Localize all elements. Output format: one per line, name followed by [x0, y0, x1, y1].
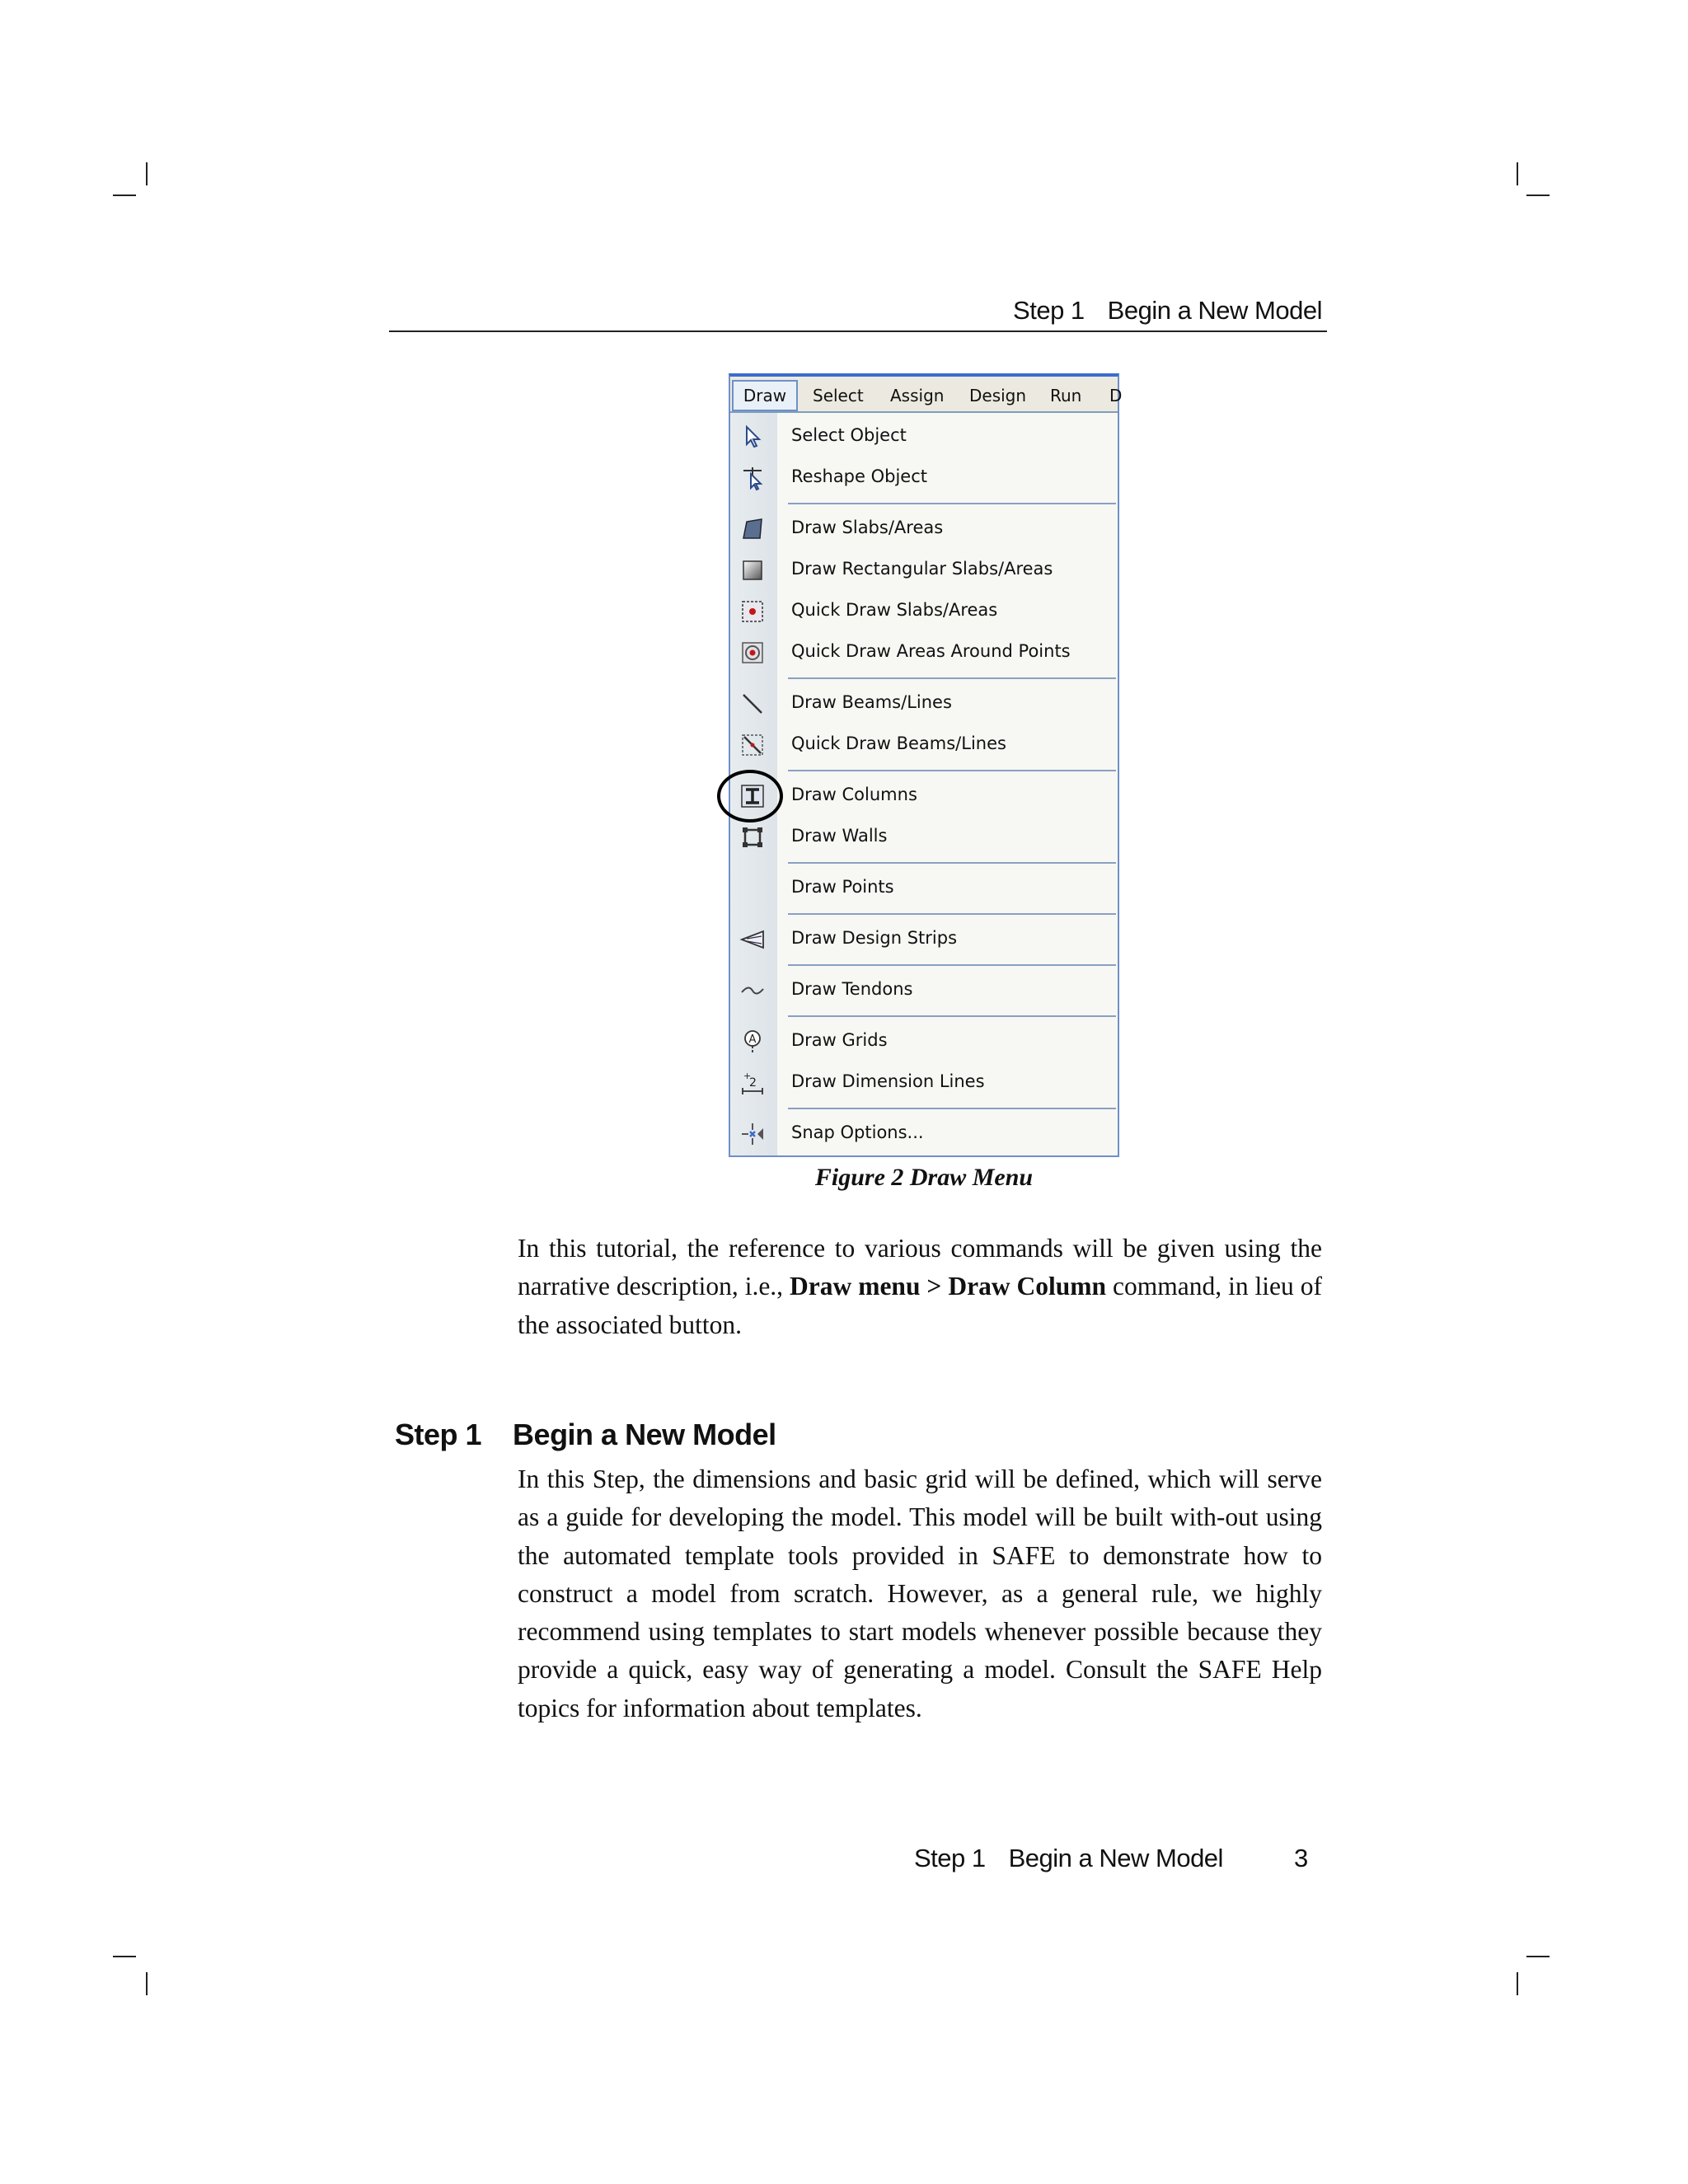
menu-assign[interactable]: Assign [890, 386, 945, 405]
menu-item-quick-draw-beams-lines[interactable]: Quick Draw Beams/Lines [730, 724, 1118, 765]
intro-paragraph: In this tutorial, the reference to various commands will be given using the narrative description, i.e., Draw menu > Draw Column command, in lieu of the associated button. [518, 1234, 1322, 1339]
crop-mark [113, 1956, 136, 1957]
section-heading [395, 1418, 776, 1452]
crop-mark [1517, 162, 1518, 185]
menu-separator [788, 1015, 1116, 1017]
menu-item-quick-draw-areas-around-points[interactable]: Quick Draw Areas Around Points [730, 631, 1118, 673]
footer-title: Begin a New Model [1008, 1844, 1223, 1872]
menu-separator [788, 677, 1116, 679]
menu-item-draw-rectangular-slabs[interactable]: Draw Rectangular Slabs/Areas [730, 549, 1118, 590]
snap-icon [740, 1122, 765, 1146]
design-strip-icon [740, 927, 765, 952]
menu-separator [788, 770, 1116, 771]
running-header [389, 293, 1327, 332]
menu-item-draw-columns[interactable]: Draw Columns [730, 775, 1118, 816]
section-body: In this Step, the dimensions and basic grid will be defined, which will serve as a guide for developing the model. This model will be built with-out using the automated template tools provided in SAFE to demonstrate how to construct a model from scratch. However, as a general rule, we highly recommend using templates to start models whenever possible because they provide a quick, easy way of generating a model. Consult the SAFE Help topics for information about templates. [518, 1465, 1322, 1722]
slab-polygon-icon [740, 517, 765, 541]
menu-separator [788, 1108, 1116, 1109]
section-step: Step 1 [395, 1418, 482, 1451]
svg-text:+: + [743, 1071, 752, 1081]
tendon-icon [740, 978, 765, 1003]
figure-caption: Figure 2 Draw Menu [814, 1164, 1034, 1191]
page-number: 3 [1294, 1844, 1308, 1872]
running-header-title: Begin a New Model [1107, 296, 1322, 325]
crop-mark [146, 162, 148, 185]
menu-item-select-object[interactable]: Select Object [730, 415, 1118, 457]
menu-separator [788, 862, 1116, 864]
menu-item-quick-draw-slabs[interactable]: Quick Draw Slabs/Areas [730, 590, 1118, 631]
draw-columns-highlight-circle [717, 770, 783, 823]
menu-item-draw-walls[interactable]: Draw Walls [730, 816, 1118, 857]
menu-item-snap-options[interactable]: Snap Options... [730, 1113, 1118, 1154]
section-title: Begin a New Model [513, 1418, 776, 1451]
menu-item-draw-dimension-lines[interactable]: + 2 Draw Dimension Lines [730, 1062, 1118, 1103]
rectangle-slab-icon [740, 558, 765, 583]
line-icon [740, 691, 765, 716]
menu-item-draw-beams-lines[interactable]: Draw Beams/Lines [730, 682, 1118, 724]
footer-step: Step 1 [914, 1844, 986, 1872]
crop-mark [1526, 1956, 1550, 1957]
menu-design[interactable]: Design [969, 386, 1027, 405]
reshape-pointer-icon [740, 466, 765, 490]
command-reference: Draw menu > Draw Column [790, 1272, 1107, 1301]
pointer-icon [740, 424, 765, 449]
menu-run[interactable]: Run [1050, 386, 1082, 405]
crop-mark [1517, 1972, 1518, 1995]
crop-mark [113, 194, 136, 196]
crop-mark [1526, 194, 1550, 196]
menu-bar [730, 377, 1123, 413]
menu-separator [788, 503, 1116, 504]
menu-item-draw-design-strips[interactable]: Draw Design Strips [730, 918, 1118, 959]
footer-running-title [914, 1844, 1223, 1873]
crop-mark [146, 1972, 148, 1995]
menu-draw[interactable]: Draw [732, 380, 798, 411]
running-header-step: Step 1 [1013, 296, 1085, 325]
wall-icon [740, 825, 765, 850]
menu-more[interactable]: D [1109, 386, 1123, 405]
menu-separator [788, 913, 1116, 915]
menu-item-draw-slabs-areas[interactable]: Draw Slabs/Areas [730, 508, 1118, 549]
quick-slab-icon [740, 599, 765, 624]
menu-item-reshape-object[interactable]: Reshape Object [730, 457, 1118, 498]
menu-select[interactable]: Select [813, 386, 864, 405]
draw-menu-figure [729, 373, 1123, 1157]
dimension-line-icon [740, 1071, 765, 1095]
svg-text:A: A [748, 1033, 757, 1046]
svg-text:2: 2 [749, 1076, 757, 1090]
area-around-point-icon [740, 640, 765, 665]
grid-bubble-icon [740, 1029, 765, 1054]
menu-item-draw-points[interactable]: Draw Points [791, 877, 894, 897]
menu-item-draw-grids[interactable]: A Draw Grids [730, 1020, 1118, 1062]
quick-line-icon [740, 733, 765, 757]
menu-item-draw-tendons[interactable]: Draw Tendons [730, 969, 1118, 1010]
menu-separator [788, 964, 1116, 966]
